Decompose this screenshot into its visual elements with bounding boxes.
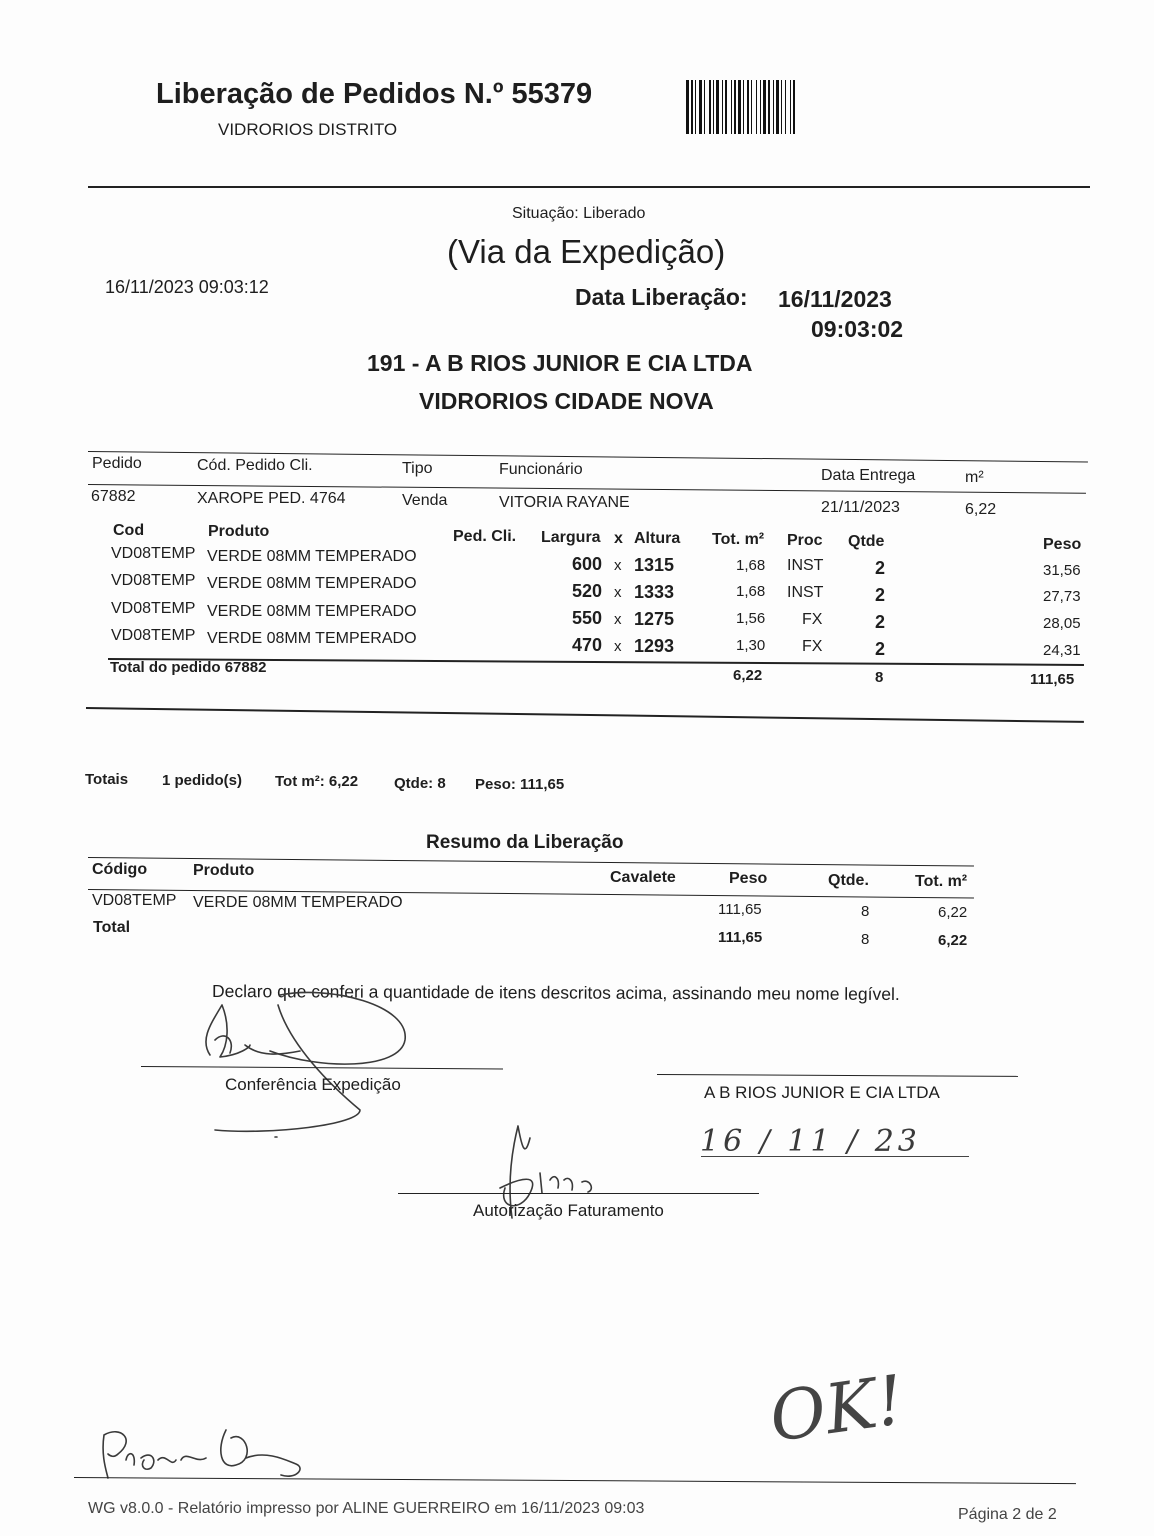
barcode-bar: [731, 80, 732, 134]
col-pedido: Pedido: [92, 455, 142, 472]
order-delivery-date: 21/11/2023: [821, 499, 900, 516]
item-x: x: [614, 611, 622, 628]
barcode-bar: [738, 80, 741, 134]
totals-peso: Peso: 111,65: [475, 776, 565, 793]
item-largura: 550: [572, 608, 603, 628]
summary-total-label: Total: [93, 919, 131, 936]
item-largura: 470: [572, 635, 603, 655]
item-x: x: [614, 638, 622, 655]
barcode-bar: [686, 80, 689, 134]
item-produto: VERDE 08MM TEMPERADO: [207, 630, 417, 647]
item-proc: FX: [802, 611, 823, 628]
items-col-peso: Peso: [1043, 536, 1082, 553]
item-qtde: 2: [875, 558, 886, 578]
item-altura: 1275: [634, 609, 675, 629]
item-peso: 31,56: [1043, 562, 1081, 579]
item-proc: INST: [787, 557, 824, 574]
item-qtde: 2: [875, 585, 886, 605]
client-name: 191 - A B RIOS JUNIOR E CIA LTDA: [367, 350, 753, 376]
barcode-bar: [751, 80, 752, 134]
summary-col-peso: Peso: [729, 870, 768, 887]
barcode-bar: [695, 80, 696, 134]
item-produto: VERDE 08MM TEMPERADO: [207, 548, 417, 565]
signature-conferencia: [180, 985, 440, 1155]
barcode-graphic: [686, 80, 862, 134]
item-tot-m2: 1,68: [736, 557, 766, 574]
barcode-bar: [709, 80, 711, 134]
summary-total-m2: 6,22: [938, 932, 968, 949]
items-col-altura: Altura: [634, 530, 681, 547]
totals-pedidos: 1 pedido(s): [162, 772, 243, 789]
item-tot-m2: 1,68: [736, 583, 766, 600]
items-col-produto: Produto: [208, 523, 270, 540]
items-col-cod: Cod: [113, 522, 145, 539]
order-total-qtde: 8: [875, 669, 884, 686]
items-bottom-rule: [86, 707, 1084, 723]
barcode-bar: [699, 80, 702, 134]
barcode-bar: [713, 80, 714, 134]
col-data-entrega: Data Entrega: [821, 467, 916, 484]
barcode-bar: [768, 80, 770, 134]
order-total-label: Total do pedido 67882: [110, 659, 267, 676]
barcode-bar: [716, 80, 719, 134]
summary-col-qtde: Qtde.: [828, 872, 869, 889]
items-col-proc: Proc: [787, 532, 823, 549]
company-label: A B RIOS JUNIOR E CIA LTDA: [704, 1083, 940, 1102]
items-col-qtde: Qtde: [848, 533, 885, 550]
item-produto: VERDE 08MM TEMPERADO: [207, 575, 417, 592]
item-cod: VD08TEMP: [111, 627, 196, 644]
barcode-bar: [747, 80, 749, 134]
barcode-bar: [722, 80, 723, 134]
item-cod: VD08TEMP: [111, 600, 196, 617]
order-total-peso: 111,65: [1030, 671, 1075, 688]
summary-title: Resumo da Liberação: [426, 832, 624, 853]
order-m2: 6,22: [965, 501, 997, 518]
item-qtde: 2: [875, 639, 886, 659]
item-cod: VD08TEMP: [111, 572, 196, 589]
item-tot-m2: 1,30: [736, 637, 766, 654]
order-employee: VITORIA RAYANE: [499, 494, 630, 511]
order-type: Venda: [402, 492, 448, 509]
barcode-bar: [781, 80, 782, 134]
summary-col-produto: Produto: [193, 862, 255, 879]
col-tipo: Tipo: [402, 460, 433, 477]
handwritten-ok-text: OK!: [765, 1361, 909, 1458]
summary-col-codigo: Código: [92, 861, 148, 878]
handwritten-ok: [765, 1361, 909, 1458]
item-largura: 600: [572, 554, 603, 574]
summary-produto: VERDE 08MM TEMPERADO: [193, 894, 403, 911]
col-funcionario: Funcionário: [499, 461, 583, 478]
item-cod: VD08TEMP: [111, 545, 196, 562]
bottom-initials-scribble: [96, 1420, 336, 1490]
barcode-bar: [776, 80, 779, 134]
conferencia-label: Conferência Expedição: [225, 1075, 401, 1094]
handwritten-date-text: 16 / 11 / 23: [700, 1124, 921, 1159]
report-title: Liberação de Pedidos N.º 55379: [156, 78, 593, 110]
barcode-bar: [734, 80, 736, 134]
item-qtde: 2: [875, 612, 886, 632]
item-peso: 28,05: [1043, 615, 1081, 632]
item-altura: 1333: [634, 582, 675, 602]
barcode-bar: [691, 80, 693, 134]
footer-printed-by: WG v8.0.0 - Relatório impresso por ALINE GUERREIRO em 16/11/2023 09:03: [88, 1500, 645, 1517]
summary-col-tot-m2: Tot. m²: [915, 873, 968, 890]
col-m2: m²: [965, 469, 984, 486]
items-col-x: x: [614, 530, 623, 547]
declaration-text: Declaro que conferi a quantidade de itens descritos acima, assinando meu nome legível.: [211, 981, 900, 1005]
item-largura: 520: [572, 581, 603, 601]
barcode-bar: [790, 80, 791, 134]
release-time: 09:03:02: [811, 316, 904, 342]
barcode-bar: [773, 80, 774, 134]
barcode-bar: [763, 80, 766, 134]
col-cod-pedido-cli: Cód. Pedido Cli.: [197, 457, 313, 474]
item-x: x: [614, 584, 622, 601]
handwritten-date: [700, 1124, 975, 1168]
signature-line-autorizacao: [398, 1193, 759, 1194]
summary-codigo: VD08TEMP: [92, 892, 177, 909]
header-divider: [88, 186, 1090, 188]
signature-line-company: [657, 1074, 1018, 1077]
status-text: Situação: Liberado: [512, 205, 646, 222]
item-tot-m2: 1,56: [736, 610, 766, 627]
summary-tot-m2: 6,22: [938, 904, 968, 921]
item-altura: 1293: [634, 636, 675, 656]
barcode: [686, 80, 862, 134]
copy-label: (Via da Expedição): [447, 233, 726, 270]
barcode-bar: [793, 80, 795, 134]
items-col-tot-m2: Tot. m²: [712, 531, 765, 548]
order-number: 67882: [91, 488, 136, 505]
summary-total-qtde: 8: [861, 931, 870, 948]
barcode-bar: [725, 80, 727, 134]
barcode-bar: [756, 80, 757, 134]
totals-m2: Tot m²: 6,22: [275, 773, 359, 790]
item-produto: VERDE 08MM TEMPERADO: [207, 603, 417, 620]
totals-qtde: Qtde: 8: [394, 775, 446, 792]
order-client-code: XAROPE PED. 4764: [197, 490, 346, 507]
item-altura: 1315: [634, 555, 675, 575]
barcode-bar: [760, 80, 761, 134]
item-proc: INST: [787, 584, 824, 601]
summary-col-cavalete: Cavalete: [610, 869, 676, 886]
release-label: Data Liberação:: [575, 284, 748, 310]
release-date: 16/11/2023: [778, 286, 892, 312]
branch-name: VIDRORIOS CIDADE NOVA: [419, 388, 714, 414]
footer-page: Página 2 de 2: [958, 1506, 1057, 1523]
totals-label: Totais: [85, 771, 129, 788]
print-datetime: 16/11/2023 09:03:12: [105, 277, 269, 297]
summary-peso: 111,65: [718, 901, 762, 918]
summary-total-peso: 111,65: [718, 929, 763, 946]
report-subtitle: VIDRORIOS DISTRITO: [218, 120, 398, 139]
items-col-largura: Largura: [541, 529, 601, 546]
autorizacao-label: Autorização Faturamento: [473, 1201, 664, 1220]
item-peso: 27,73: [1043, 588, 1081, 605]
item-x: x: [614, 557, 622, 574]
order-total-m2: 6,22: [733, 667, 763, 684]
summary-qtde: 8: [861, 903, 870, 920]
item-peso: 24,31: [1043, 642, 1081, 659]
item-proc: FX: [802, 638, 823, 655]
barcode-bar: [785, 80, 786, 134]
date-underline: [701, 1156, 969, 1157]
barcode-bar: [704, 80, 705, 134]
items-col-ped-cli: Ped. Cli.: [453, 528, 517, 545]
barcode-bar: [743, 80, 744, 134]
